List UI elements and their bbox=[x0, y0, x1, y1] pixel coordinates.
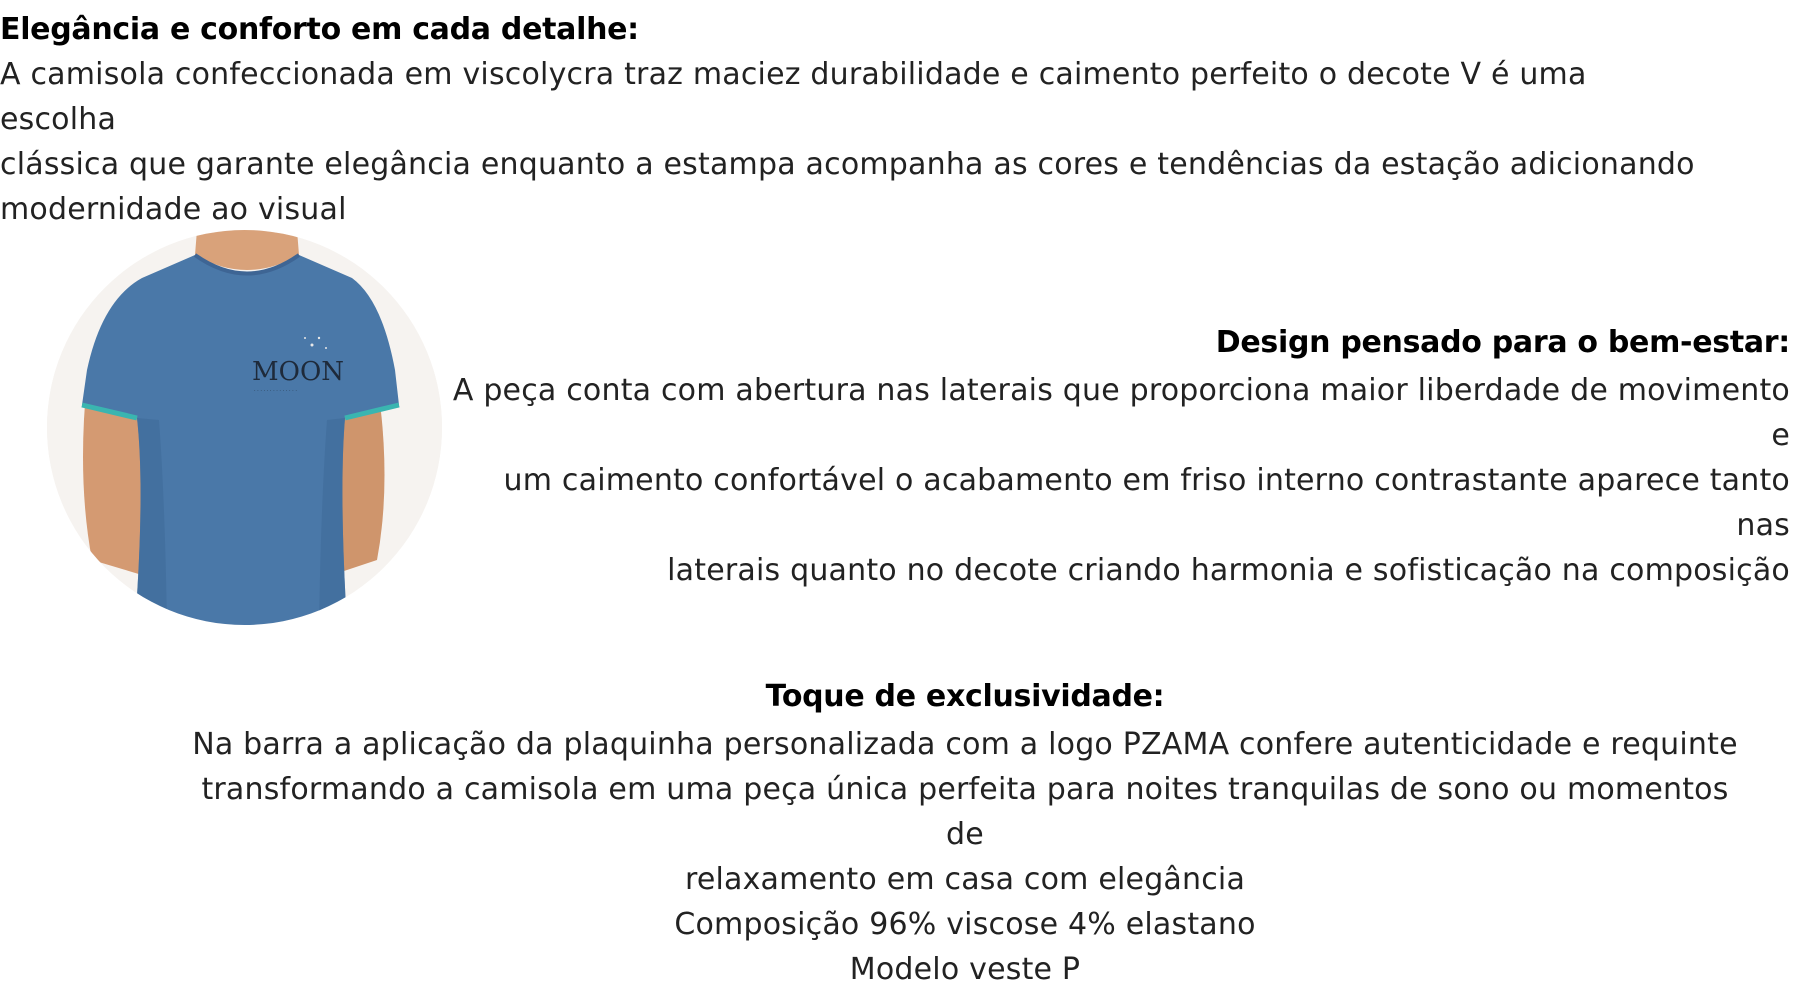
section-heading-elegance: Elegância e conforto em cada detalhe: bbox=[0, 12, 639, 47]
body-line: relaxamento em casa com elegância bbox=[684, 862, 1246, 897]
section-heading-design: Design pensado para o bem-estar: bbox=[1215, 325, 1790, 360]
body-line: A camisola confeccionada em viscolycra traz maciez durabilidade e caimento perfeito o decote V é uma escolha bbox=[0, 57, 1587, 137]
model-size-line: Modelo veste P bbox=[849, 952, 1081, 987]
section-body-elegance bbox=[0, 52, 1700, 232]
body-line: transformando a camisola em uma peça única perfeita para noites tranquilas de sono ou momentos de bbox=[201, 772, 1729, 852]
section-body-design bbox=[450, 368, 1790, 593]
product-nightgown-image bbox=[47, 230, 442, 625]
section-design bbox=[450, 318, 1790, 593]
section-body-exclusivity bbox=[190, 722, 1740, 992]
product-photo-circle bbox=[47, 230, 442, 625]
body-line: laterais quanto no decote criando harmonia e sofisticação na composição bbox=[667, 553, 1790, 588]
section-elegance bbox=[0, 8, 1700, 232]
body-line: A peça conta com abertura nas laterais que proporciona maior liberdade de movimento e bbox=[452, 373, 1790, 453]
body-line: modernidade ao visual bbox=[0, 192, 347, 227]
body-line: um caimento confortável o acabamento em friso interno contrastante aparece tanto nas bbox=[503, 463, 1790, 543]
composition-line: Composição 96% viscose 4% elastano bbox=[674, 907, 1256, 942]
section-exclusivity bbox=[190, 672, 1740, 992]
svg-text:· · · · · · · · · · · · · ·: · · · · · · · · · · · · · · bbox=[254, 388, 297, 394]
body-line: clássica que garante elegância enquanto a estampa acompanha as cores e tendências da estação adicionando bbox=[0, 147, 1695, 182]
moon-print-text: MOON bbox=[252, 357, 345, 387]
body-line: Na barra a aplicação da plaquinha personalizada com a logo PZAMA confere autenticidade e requinte bbox=[192, 727, 1738, 762]
section-heading-exclusivity: Toque de exclusividade: bbox=[765, 679, 1165, 714]
